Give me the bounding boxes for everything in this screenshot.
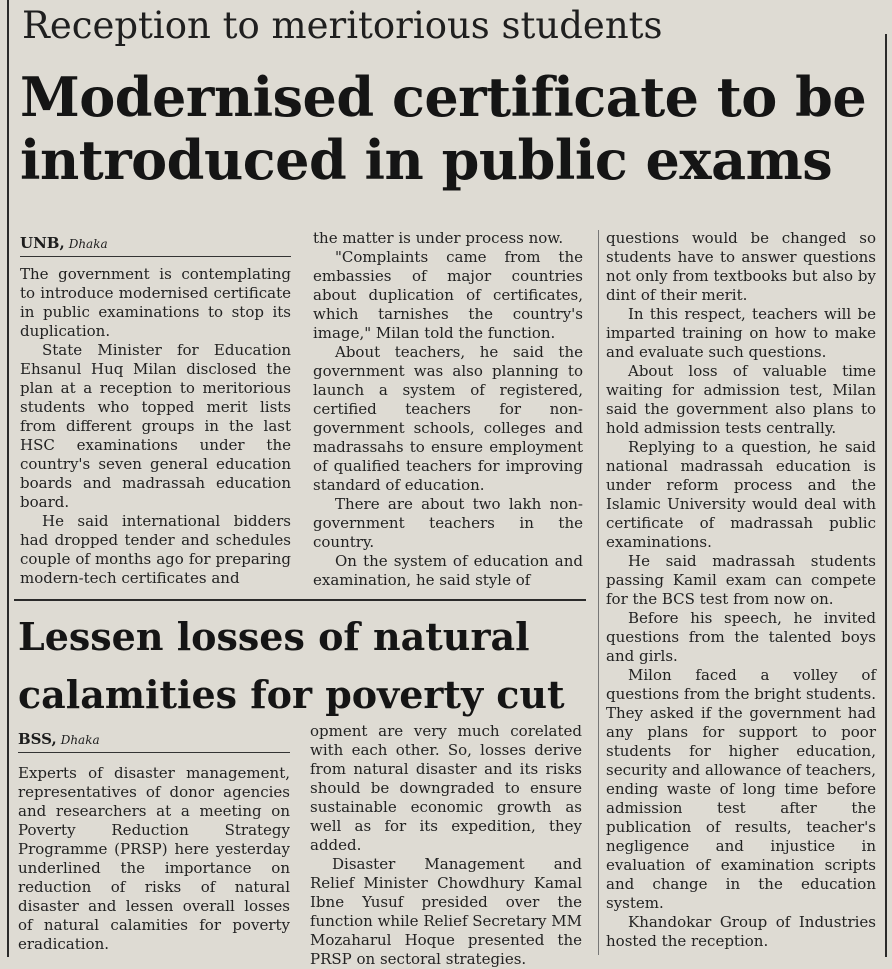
story1-byline-agency: UNB, bbox=[20, 234, 65, 252]
story1-col3-paragraph: Khandokar Group of Industries hosted the reception. bbox=[606, 913, 876, 950]
story1-col2-paragraph: On the system of education and examination, he said style of bbox=[313, 552, 583, 589]
story2-column-2 bbox=[310, 722, 582, 968]
story1-byline-city: Dhaka bbox=[68, 237, 108, 251]
left-column-rule bbox=[7, 0, 9, 957]
story1-col1-paragraph: The government is contemplating to introduce modernised certificate in public examinations to stop its duplication. bbox=[20, 265, 291, 340]
story2-byline-city: Dhaka bbox=[60, 733, 100, 747]
story1-col2-paragraph: About teachers, he said the government was also planning to launch a system of registered, certified teachers for non-government schools, colleges and madrassahs to ensure employment of qualified teachers for improving standard of education. bbox=[313, 343, 583, 494]
story1-col1-paragraph: He said international bidders had dropped tender and schedules couple of months ago for preparing modern-tech certificates and bbox=[20, 512, 291, 587]
story2-col2-paragraph: Disaster Management and Relief Minister Chowdhury Kamal Ibne Yusuf presided over the function while Relief Secretary MM Mozaharul Hoque presented the PRSP on sectoral strategies. bbox=[310, 855, 582, 968]
story1-col2-paragraph: "Complaints came from the embassies of major countries about duplication of certificates, which tarnishes the country's image," Milan told the function. bbox=[313, 248, 583, 342]
story1-column-2 bbox=[313, 229, 583, 590]
story2-column-1 bbox=[18, 764, 290, 957]
story-separator-rule bbox=[14, 599, 586, 601]
column-divider bbox=[598, 230, 599, 955]
story1-kicker: Reception to meritorious students bbox=[22, 4, 663, 47]
story1-col3-paragraph: Milon faced a volley of questions from the bright students. They asked if the government had any plans for support to poor students for higher education, security and allowance of teachers, ending waste of long time before admission test after the publication of results, teacher's negligence and injustice in evaluation of examination scripts and change in the education system. bbox=[606, 666, 876, 912]
story2-col1-paragraph: Experts of disaster management, representatives of donor agencies and researchers at a meeting on Poverty Reduction Strategy Programme (PRSP) here yesterday underlined the importance on reduction of risks of natural disaster and lessen overall losses of natural calamities for poverty eradication. bbox=[18, 764, 290, 953]
story2-col2-paragraph: opment are very much corelated with each other. So, losses derive from natural disaster and its risks should be downgraded to ensure sustainable economic growth as well as for its expedition, they added. bbox=[310, 722, 582, 854]
story1-col3-paragraph: questions would be changed so students have to answer questions not only from textbooks but also by dint of their merit. bbox=[606, 229, 876, 304]
story1-column-3 bbox=[606, 229, 876, 953]
story1-col2-paragraph: There are about two lakh non-government teachers in the country. bbox=[313, 495, 583, 551]
story1-col3-paragraph: In this respect, teachers will be imparted training on how to make and evaluate such questions. bbox=[606, 305, 876, 361]
story1-col3-paragraph: Replying to a question, he said national madrassah education is under reform process and the Islamic University would deal with certificate of madrassah public examinations. bbox=[606, 438, 876, 551]
story1-byline bbox=[20, 234, 291, 257]
story2-headline: Lessen losses of natural calamities for poverty cut bbox=[18, 614, 565, 717]
story1-col3-paragraph: About loss of valuable time waiting for admission test, Milan said the government also plans to hold admission tests centrally. bbox=[606, 362, 876, 437]
story2-byline-agency: BSS, bbox=[18, 730, 57, 748]
story1-headline: Modernised certificate to be introduced in public exams bbox=[20, 65, 867, 192]
story1-column-1 bbox=[20, 265, 291, 590]
story1-col2-paragraph: the matter is under process now. bbox=[313, 229, 564, 247]
story1-col1-paragraph: State Minister for Education Ehsanul Huq Milan disclosed the plan at a reception to meritorious students who topped merit lists from different groups in the last HSC examinations under the country's seven general education boards and madrassah education board. bbox=[20, 341, 291, 511]
story1-col3-paragraph: Before his speech, he invited questions from the talented boys and girls. bbox=[606, 609, 876, 665]
story2-byline bbox=[18, 730, 290, 753]
story1-col3-paragraph: He said madrassah students passing Kamil exam can compete for the BCS test from now on. bbox=[606, 552, 876, 608]
right-column-rule bbox=[885, 34, 887, 957]
